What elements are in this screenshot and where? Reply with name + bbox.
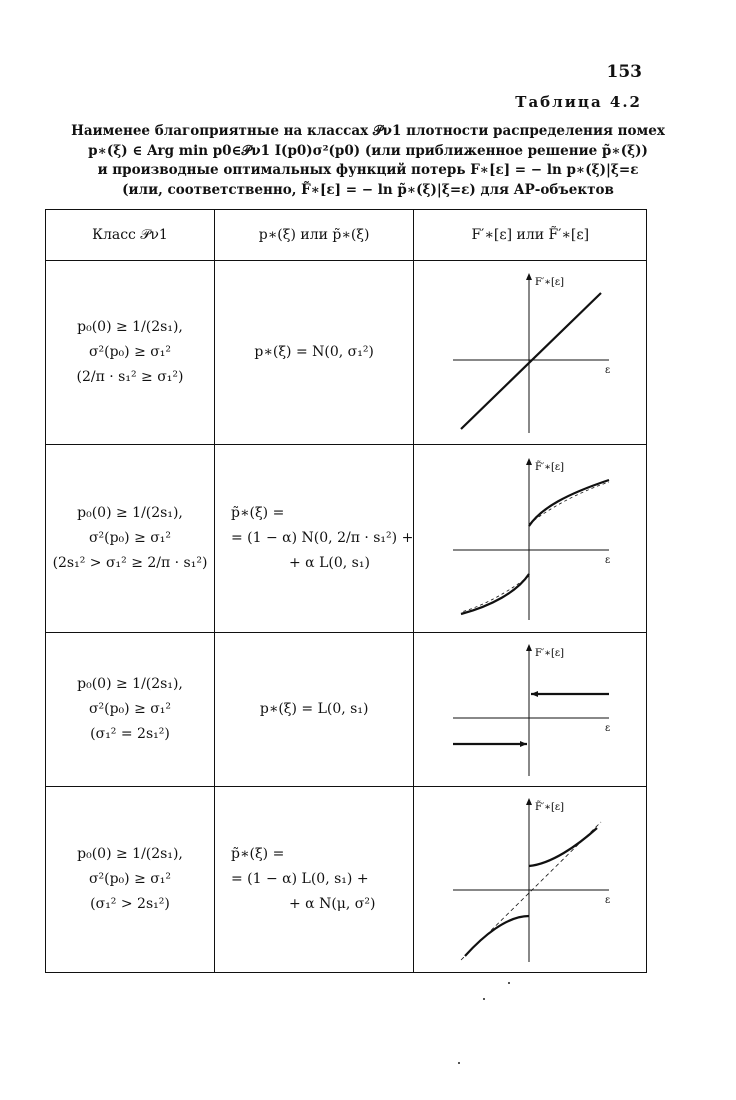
caption-line-2: p∗(ξ) ∈ Arg min p0∈𝒫ν1 I(p0)σ²(p0) (или приближенное решение p̃∗(ξ)) — [88, 142, 648, 159]
condition-line: p₀(0) ≥ 1/(2s₁), — [77, 319, 183, 335]
y-axis-label: F̃′∗[ε] — [535, 801, 565, 813]
density-line: p∗(ξ) = L(0, s₁) — [259, 701, 369, 717]
caption-line-1: Наименее благоприятные на классах 𝒫ν1 плотности распределения помех — [71, 123, 665, 139]
header-class: Класс 𝒫ν1 — [46, 210, 215, 261]
arrow-lower — [520, 741, 527, 747]
density-line: + α L(0, s₁) — [289, 555, 370, 571]
condition-line: σ²(p₀) ≥ σ₁² — [88, 530, 172, 546]
condition-line: σ²(p₀) ≥ σ₁² — [88, 344, 172, 360]
density-table — [45, 209, 647, 973]
curve-upper — [529, 828, 597, 866]
density-formula — [215, 787, 414, 973]
condition-line: p₀(0) ≥ 1/(2s₁), — [77, 676, 183, 692]
density-line: = (1 − α) L(0, s₁) + — [231, 871, 369, 887]
table-caption — [40, 122, 696, 200]
x-axis-label: ε — [605, 554, 611, 566]
loss-derivative-graph — [414, 261, 647, 445]
class-conditions — [46, 787, 215, 973]
condition-line: (σ₁² > 2s₁²) — [90, 896, 170, 912]
table-label: Таблица 4.2 — [515, 93, 642, 111]
approx-lower — [461, 576, 529, 612]
condition-line: p₀(0) ≥ 1/(2s₁), — [77, 846, 183, 862]
scan-speck — [458, 1062, 460, 1064]
table-row — [46, 445, 647, 633]
class-conditions — [46, 633, 215, 787]
curve — [461, 293, 601, 429]
scan-speck — [483, 998, 485, 1000]
header-row — [46, 210, 647, 261]
table-row — [46, 261, 647, 445]
y-axis-arrow — [526, 798, 532, 805]
loss-derivative-graph — [414, 633, 647, 787]
arrow-upper — [531, 691, 538, 697]
graph-sign — [445, 640, 615, 780]
density-formula — [215, 633, 414, 787]
condition-line: p₀(0) ≥ 1/(2s₁), — [77, 505, 183, 521]
curve-upper — [529, 480, 609, 526]
page-number: 153 — [606, 62, 642, 82]
class-conditions — [46, 261, 215, 445]
density-formula — [215, 261, 414, 445]
caption-line-4: (или, соответственно, F̃∗[ε] = − ln p̃∗(ξ)|ξ=ε) для АР-объектов — [122, 181, 614, 198]
table-row — [46, 633, 647, 787]
graph-jump-convex — [445, 794, 615, 966]
y-axis-label: F′∗[ε] — [535, 276, 565, 288]
density-formula — [215, 445, 414, 633]
y-axis-arrow — [526, 458, 532, 465]
graph-jump-concave — [445, 454, 615, 624]
scan-speck — [508, 982, 510, 984]
condition-line: (2/π · s₁² ≥ σ₁²) — [76, 369, 184, 385]
header-density: p∗(ξ) или p̃∗(ξ) — [215, 210, 414, 261]
density-line: + α N(μ, σ²) — [289, 896, 376, 912]
condition-line: (2s₁² > σ₁² ≥ 2/π · s₁²) — [52, 555, 208, 571]
density-line: p̃∗(ξ) = — [231, 846, 285, 862]
y-axis-label: F′∗[ε] — [535, 647, 565, 659]
curve-lower — [461, 574, 529, 614]
density-line: p̃∗(ξ) = — [231, 505, 285, 521]
class-conditions — [46, 445, 215, 633]
loss-derivative-graph — [414, 787, 647, 973]
density-line: p∗(ξ) = N(0, σ₁²) — [254, 344, 374, 360]
condition-line: σ²(p₀) ≥ σ₁² — [88, 701, 172, 717]
curve-lower — [465, 916, 529, 956]
x-axis-label: ε — [605, 722, 611, 734]
loss-derivative-graph — [414, 445, 647, 633]
y-axis-arrow — [526, 273, 532, 280]
density-line: = (1 − α) N(0, 2/π · s₁²) + — [231, 530, 414, 546]
condition-line: (σ₁² = 2s₁²) — [90, 726, 170, 742]
table-row — [46, 787, 647, 973]
x-axis-label: ε — [605, 894, 611, 906]
caption-line-3: и производные оптимальных функций потерь F∗[ε] = − ln p∗(ξ)|ξ=ε — [97, 162, 639, 178]
y-axis-label: F̃′∗[ε] — [535, 461, 565, 473]
header-loss-derivative: F′∗[ε] или F̃′∗[ε] — [414, 210, 647, 261]
condition-line: σ²(p₀) ≥ σ₁² — [88, 871, 172, 887]
approx-upper — [529, 482, 609, 524]
y-axis-arrow — [526, 644, 532, 651]
graph-linear — [445, 269, 615, 437]
x-axis-label: ε — [605, 364, 611, 376]
